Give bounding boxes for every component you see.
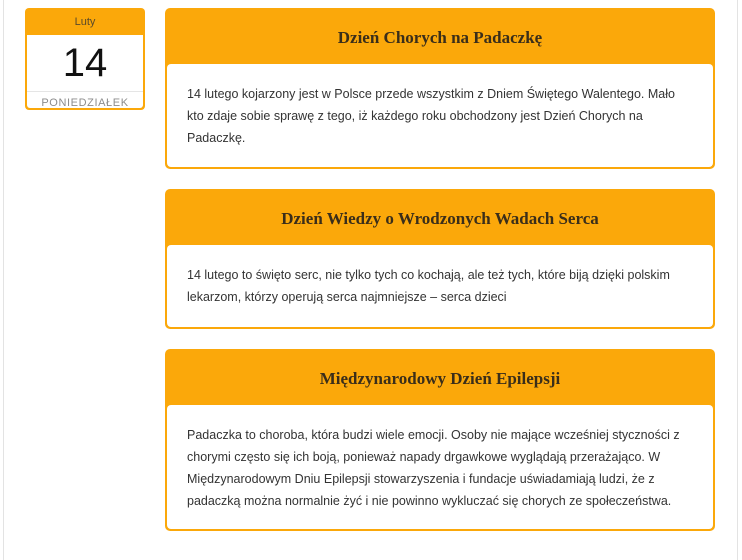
event-title[interactable]: Międzynarodowy Dzień Epilepsji: [319, 369, 561, 388]
event-title[interactable]: Dzień Wiedzy o Wrodzonych Wadach Serca: [281, 209, 599, 228]
event-card: [165, 8, 715, 169]
date-day-number: 14: [62, 41, 108, 85]
event-card: [165, 349, 715, 531]
event-description: 14 lutego kojarzony jest w Polsce przede wszystkim z Dniem Świętego Walentego. Mało kto zdaje sobie sprawę z tego, iż każdego roku obchodzony jest Dzień Chorych na Padaczkę.: [167, 64, 713, 167]
date-badge: [25, 8, 145, 110]
date-inner-panel: [27, 35, 143, 108]
event-description: Padaczka to choroba, która budzi wiele emocji. Osoby nie mające wcześniej styczności z chorymi często się ich boją, ponieważ napady drgawkowe wyglądają przerażająco. W Międzynarodowym Dniu Epilepsji stowarzyszenia i fundacje uświadamiają ludzi, że z padaczką można normalnie żyć i nie powinno wykluczać się chorych ze społeczeństwa.: [167, 405, 713, 529]
event-card: [165, 189, 715, 329]
event-title[interactable]: Dzień Chorych na Padaczkę: [337, 28, 543, 47]
event-description: 14 lutego to święto serc, nie tylko tych co kochają, ale też tych, które biją dzięki polskim lekarzom, którzy operują serca najmniejsze – serca dzieci: [167, 245, 713, 327]
date-weekday: PONIEDZIAŁEK: [27, 91, 143, 109]
date-month: Luty: [74, 16, 96, 28]
